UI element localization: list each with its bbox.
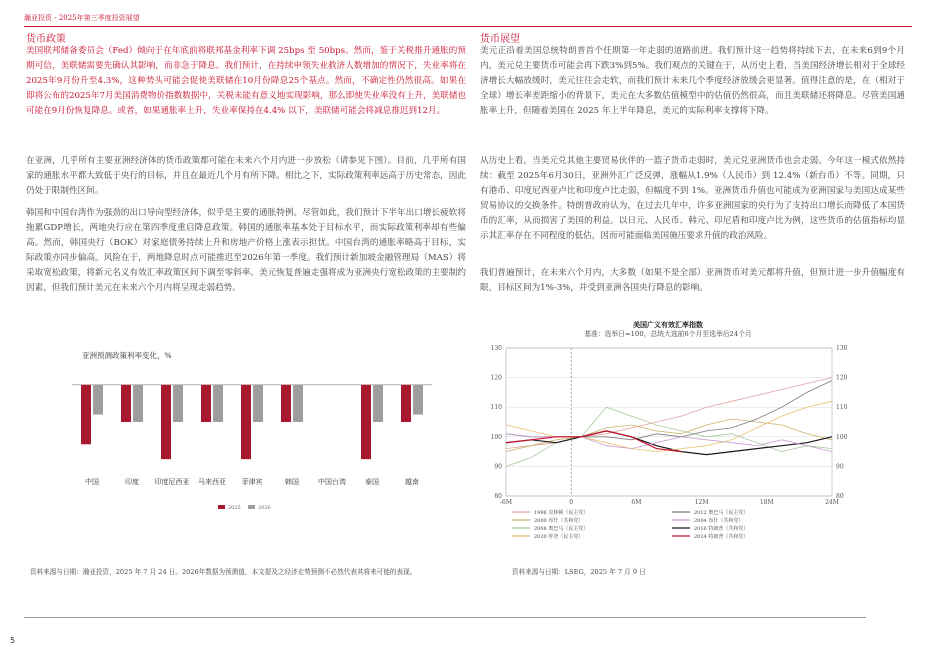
bar-2025-8 (401, 385, 411, 422)
bar-legend-label-2026: 2026 (258, 505, 271, 511)
line-plot-frame (506, 348, 832, 496)
bar-2026-7 (373, 385, 383, 422)
line-ytick-left: 120 (490, 374, 502, 382)
bar-legend-swatch-2026 (248, 505, 255, 509)
bar-category-label: 中国 (85, 478, 99, 486)
bar-chart-title: 亚洲预测政策利率变化，% (82, 351, 172, 360)
line-legend-label: 2004 布什（共和党） (694, 518, 744, 524)
line-xtick: -6M (500, 499, 512, 506)
section-title-currency-outlook: 货币展望 (480, 34, 520, 45)
line-ytick-right: 90 (836, 463, 844, 471)
monetary-policy-paragraph-2: 在亚洲，几乎所有主要亚洲经济体的货币政策都可能在未来六个月内进一步放松（请参见下图）。目前，几乎所有国家的通胀水平都大致低于央行的目标，并且在最近几个月有所下降。相比之下，实际政策利率远高于历史常态，因此仍处于限制性区间。 (26, 156, 466, 196)
line-ytick-right: 130 (836, 345, 848, 352)
bar-2026-1 (133, 385, 143, 422)
footer-rule (24, 617, 866, 618)
line-ytick-left: 130 (490, 345, 502, 352)
bar-2025-2 (161, 385, 171, 459)
line-legend-label: 2024 特朗普（共和党） (694, 534, 749, 540)
line-series-1996 克林顿（民主党） (506, 378, 832, 449)
line-chart-title: 美国广义有效汇率指数 (633, 320, 703, 329)
line-ytick-left: 80 (494, 493, 502, 500)
line-xtick: 0 (569, 499, 574, 506)
line-xtick: 6M (631, 499, 642, 506)
line-legend-label: 2000 布什（共和党） (534, 518, 584, 524)
bar-2026-8 (413, 385, 423, 415)
bar-category-label: 越南 (405, 478, 419, 486)
currency-outlook-paragraph-2: 从历史上看，当美元兑其他主要贸易伙伴的一篮子货币走弱时，美元兑亚洲货币也会走弱。今年这一模式依然持续：截至 2025年6月30日，亚洲外汇广泛反弹，涨幅从1.9%（人民币）到 12.4%（新台币）不等。同期，只有港币、印度尼西亚卢比和印度卢比走弱，但幅度不到 1%。亚洲货币升值也可能成为亚洲国家与美国达成某些贸易协议的交换条件。特朗普政府认为，在过去几年中，许多亚洲国家的央行为了支持出口增长而降低了本国货币的汇率，从而损害了美国的利益。以日元、人民币、韩元、印尼盾和印度卢比为例，这些货币的估值指标均显示其汇率存在不同程度的低估，因而可能面临美国施压要求升值的政治风险。 (480, 156, 905, 241)
bar-category-label: 泰国 (365, 478, 379, 486)
right-source-note: 资料来源与日期：LSEG，2025 年 7 月 9 日 (512, 568, 646, 576)
line-ytick-right: 80 (836, 493, 844, 500)
running-header: 瀚亚投资 - 2025年第三季度投资展望 (24, 14, 140, 22)
header-rule (24, 26, 912, 27)
bar-category-label: 印度 (125, 478, 139, 486)
line-ytick-right: 110 (836, 404, 848, 412)
bar-category-label: 马来西亚 (198, 478, 226, 486)
currency-outlook-paragraph-1: 美元正沿着美国总统特朗普首个任期第一年走弱的道路前进。我们预计这一趋势将持续下去，在未来6到9个月内，美元兑主要货币可能会再下跌3%到5%。我们观点的关键在于，从历史上看，当美国经济增长相对于全球经济增长大幅放缓时，美元往往会走软，而我们预计未来几个季度经济放缓会更显著。值得注意的是，在（相对于全球）增长率差距缩小的背景下，美元在大多数估值模型中的估值仍然很高，而且美联储还将降息。尽管美国通胀率上升，但随着美国在 2025 年上半年降息，美元的实际利率支撑将下降。 (480, 46, 905, 116)
bar-category-label: 印度尼西亚 (154, 478, 190, 486)
section-title-monetary-policy: 货币政策 (26, 34, 66, 45)
page-number: 5 (10, 636, 16, 645)
bar-legend-label-2025: 2025 (228, 505, 241, 511)
bar-category-label: 菲律宾 (241, 478, 263, 486)
line-ytick-right: 120 (836, 374, 848, 382)
bar-legend-swatch-2025 (218, 505, 225, 509)
bar-2025-0 (81, 385, 91, 444)
line-legend-label: 2020 拜登（民主党） (534, 534, 584, 540)
bar-2025-5 (281, 385, 291, 422)
line-chart-subtitle: 基准：选举日=100，总统大选前6个月至选举后24个月 (584, 330, 752, 338)
line-series-2020 拜登（民主党） (506, 401, 832, 451)
bar-2026-4 (253, 385, 263, 422)
line-ytick-right: 100 (836, 433, 848, 441)
monetary-policy-paragraph-1: 美国联邦储备委员会（Fed）倾向于在年底前将联邦基金利率下调 25bps 至 50bps。然而，鉴于关税推升通胀的预期可信，美联储需要先确认其影响，而非急于降息。我们预计，在持续申领失业救济人数增加的情况下，失业率将在2025年9月份升至4.3%，这种势头可能会促使美联储在10月份降息25个基点。然而，不确定性仍然很高。如果在即将公布的2025年7月美国消费物价指数数据中，关税未能有意义地实现影响，那么即使失业率没有上升，美联储也可能在9月份恢复降息。或者，如果通胀率上升，失业率保持在4.4% 以下，美联储可能会将减息推迟到12月。 (26, 46, 466, 116)
line-xtick: 18M (759, 499, 774, 506)
usd-index-line-chart (476, 318, 876, 546)
bar-2025-4 (241, 385, 251, 459)
bar-2026-2 (173, 385, 183, 422)
currency-outlook-paragraph-3: 我们普遍预计，在未来六个月内，大多数（如果不是全部）亚洲货币对美元都将升值，但预计进一步升值幅度有限，目标区间为1%-3%，并受到亚洲各国央行降息的影响。 (480, 268, 905, 293)
line-ytick-left: 100 (490, 433, 502, 441)
line-legend-label: 2008 奥巴马（民主党） (534, 526, 589, 532)
line-legend-label: 1996 克林顿（民主党） (534, 510, 589, 516)
bar-2025-3 (201, 385, 211, 422)
bar-2026-0 (93, 385, 103, 415)
line-ytick-left: 110 (490, 404, 502, 412)
line-ytick-left: 90 (494, 463, 502, 471)
bar-2025-1 (121, 385, 131, 422)
left-source-note: 资料来源与日期：瀚亚投资，2025 年 7 月 24 日。2026年数据为预测值，本文提及之经济走势预测不必然代表其将来可能的表现。 (30, 568, 417, 576)
monetary-policy-paragraph-3: 韩国和中国台湾作为强劲的出口导向型经济体，似乎是主要的通胀特例。尽管如此，我们预计下半年出口增长疲软将拖累GDP增长，两地央行应在第四季度重启降息政策。韩国的通胀率基本处于目标水平，而实际政策利率却有些偏高。然而，韩国央行（BOK）对家庭债务持续上升和房地产价格上涨表示担忧。中国台湾的通胀率略高于目标，实际政策亦同步偏高。风险在于，两地降息时点可能推迟至2026年第一季度。我们预计新加坡金融管理局（MAS）将采取宽松政策，将新元名义有效汇率政策区间下调至零斜率。美元恢复普遍走强将成为亚洲央行宽松政策的主要制约因素，但我们预计美元在未来六个月内将呈现走弱趋势。 (26, 208, 466, 293)
bar-2025-7 (361, 385, 371, 459)
bar-2026-5 (293, 385, 303, 422)
bar-category-label: 中国台湾 (318, 478, 346, 486)
line-legend-label: 2016 特朗普（共和党） (694, 526, 749, 532)
line-xtick: 24M (825, 499, 839, 506)
line-legend-label: 2012 奥巴马（民主党） (694, 510, 749, 516)
policy-rate-bar-chart (60, 346, 440, 516)
line-xtick: 12M (694, 499, 709, 506)
bar-2026-3 (213, 385, 223, 422)
bar-category-label: 韩国 (285, 478, 299, 486)
